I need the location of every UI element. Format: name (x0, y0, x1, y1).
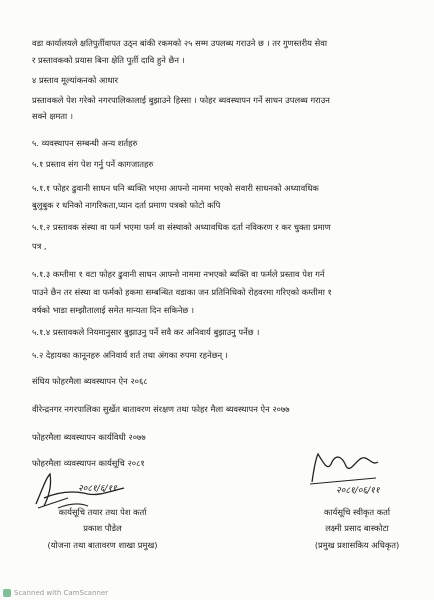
text-line: पत्र , (32, 241, 47, 251)
text-line: वर्षको भाडा सम्झौतालाई समेत मान्यता दिन सकिनेछ । (32, 305, 195, 315)
text-line: ५.१.१ फोहर ढुवानी साधन धनि ब्यक्ति भएमा आफ्नो नाममा भएको सवारी साधनको अध्यावधिक (32, 183, 319, 193)
subsection-heading: ५.२ देहायका कानूनहरु अनिवार्य शर्त तथा अंगका रुपमा रहनेछन् । (32, 350, 228, 360)
law-item: फोहरमैला ब्यवस्थापन कार्यविधी २०७७ (32, 432, 146, 442)
section-heading: ५. व्यवस्थापन सम्बन्धी अन्य शर्तहरु (32, 138, 138, 148)
text-line: ५.१.३ कम्तीमा १ वटा फोहर ढुवानी साधन आफ्नो नाममा नभएको ब्यक्ति वा फर्मले प्रस्ताव पेश गर्न (32, 269, 325, 279)
text-line: बुलुबुक र धनिको नागरिकता,प्यान दर्ता प्रमाण पत्रको फोटो कपि (32, 200, 221, 210)
law-item: वीरेन्द्रनगर नगरपालिका सुर्खेत बातावरण संरक्षण तथा फोहर मैला ब्यवस्थापन ऐन २०७७ (32, 404, 290, 414)
section-heading: ४ प्रस्ताव मूल्यांकनको आधार (32, 75, 119, 85)
left-signer-name: प्रकाश पौडेल (83, 523, 122, 533)
subsection-heading: ५.१ प्रस्ताव संग पेश गर्नु पर्ने कागजातहरु (32, 159, 154, 169)
footer-text: Scanned with CamScanner (14, 589, 109, 597)
right-signature-date: २०८१/०६/११ (336, 486, 380, 496)
right-signer-role: कार्यसूचि स्वीकृत कर्ता (324, 507, 390, 517)
text-line: सक्ने क्षमता । (32, 111, 73, 121)
camscanner-icon (3, 589, 11, 597)
law-item: फोहरमैला व्यवस्थापन कार्यसूचि २०८१ (32, 458, 145, 468)
text-line: ५.१.२ प्रस्तावक संस्था वा फर्म भएमा फर्म वा संस्थाको अध्यावधिक दर्ता नविकरण र कर चुक्ता प्रमाण (32, 222, 331, 232)
text-line: र प्रस्तावकको प्रयास बिना क्षेति पुर्ती दावि हुने छैन । (32, 55, 185, 65)
text-line: पाउने छैन तर संस्था वा फर्मको हकमा सम्बन्धित वडाका जन प्रतिनिधिको रोहवरमा गरिएको कम्तीमा १ (32, 287, 332, 297)
right-signer-name: लक्ष्मी प्रसाद बास्कोटा (325, 523, 389, 533)
scanner-footer (0, 586, 434, 600)
text-line: प्रस्तावकले पेश गरेको नगरपालिकालाई बुझाउने हिस्सा । फोहर ब्यवस्थापन गर्ने साधन उपलब्ध गराउन (32, 95, 330, 105)
law-item: संघिय फोहरमैला ब्यवस्थापन ऐन २०६८ (32, 376, 148, 386)
right-signature (306, 448, 386, 488)
text-line: ५.१.४ प्रस्तावकले नियमानुसार बुझाउनु पर्ने सवै कर अनिवार्य बुझाउनु पर्नेछ । (32, 327, 260, 337)
right-signer-title: (प्रमुख प्रशासकिय अधिकृत) (314, 540, 400, 550)
left-signature-date: २०८१/६/११ (78, 484, 117, 494)
left-signer-role: कार्यसूचि तयार तथा पेश कर्ता (58, 507, 147, 517)
text-line: वडा कार्यालयले क्षतिपुर्तीवापत उठ्न बांकी रकमको २५ सम्म उपलब्ध गराउने छ । तर गुणस्तरीय सेवा (32, 38, 327, 48)
left-signer-title: (योजना तथा बातावरण शाखा प्रमुख) (47, 540, 158, 550)
